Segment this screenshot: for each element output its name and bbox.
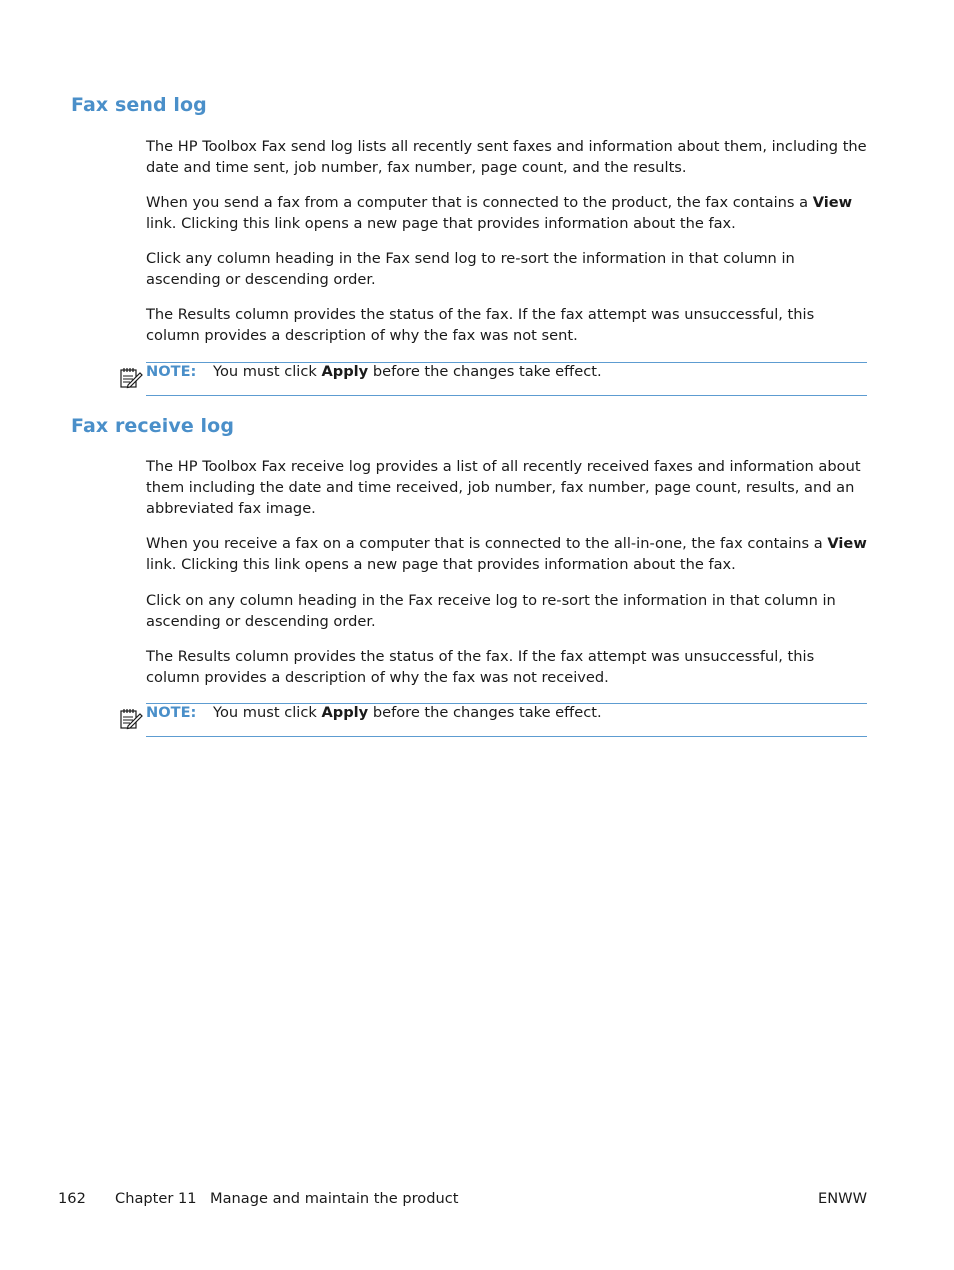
paragraph: Click on any column heading in the Fax receive log to re-sort the information in that column in ascending or descending order. <box>146 592 836 630</box>
note-box <box>146 362 867 396</box>
note-label: NOTE: <box>146 363 197 380</box>
section-heading-fax-receive-log: Fax receive log <box>71 415 235 437</box>
apply-term: Apply <box>321 704 369 721</box>
section-heading-fax-send-log: Fax send log <box>71 94 207 116</box>
view-link-name: View <box>827 535 867 552</box>
note-text: You must click Apply before the changes take effect. <box>213 363 602 380</box>
footer-locale: ENWW <box>818 1190 867 1207</box>
paragraph: The HP Toolbox Fax receive log provides a list of all recently received faxes and information about them including the date and time received, job number, fax number, page count, results, and an abbreviated fax image. <box>146 458 861 517</box>
paragraph: The Results column provides the status of the fax. If the fax attempt was unsuccessful, this column provides a description of why the fax was not received. <box>146 648 815 686</box>
note-box <box>146 703 867 737</box>
page-number: 162 <box>58 1190 86 1207</box>
chapter-title: Manage and maintain the product <box>210 1190 459 1207</box>
paragraph: The Results column provides the status of the fax. If the fax attempt was unsuccessful, this column provides a description of why the fax was not sent. <box>146 306 815 344</box>
note-label: NOTE: <box>146 704 197 721</box>
chapter-label: Chapter 11 <box>115 1190 197 1207</box>
note-text: You must click Apply before the changes take effect. <box>213 704 602 721</box>
paragraph: When you send a fax from a computer that is connected to the product, the fax contains a View link. Clicking this link opens a new page that provides information about the fax. <box>146 194 853 232</box>
paragraph: The HP Toolbox Fax send log lists all recently sent faxes and information about them, including the date and time sent, job number, fax number, page count, and the results. <box>146 138 867 176</box>
paragraph: When you receive a fax on a computer that is connected to the all-in-one, the fax contains a View link. Clicking this link opens a new page that provides information about the fax. <box>146 535 867 573</box>
apply-term: Apply <box>321 363 369 380</box>
note-icon <box>119 706 143 730</box>
note-icon <box>119 365 143 389</box>
paragraph: Click any column heading in the Fax send log to re-sort the information in that column in ascending or descending order. <box>146 250 795 288</box>
view-link-name: View <box>812 194 853 211</box>
